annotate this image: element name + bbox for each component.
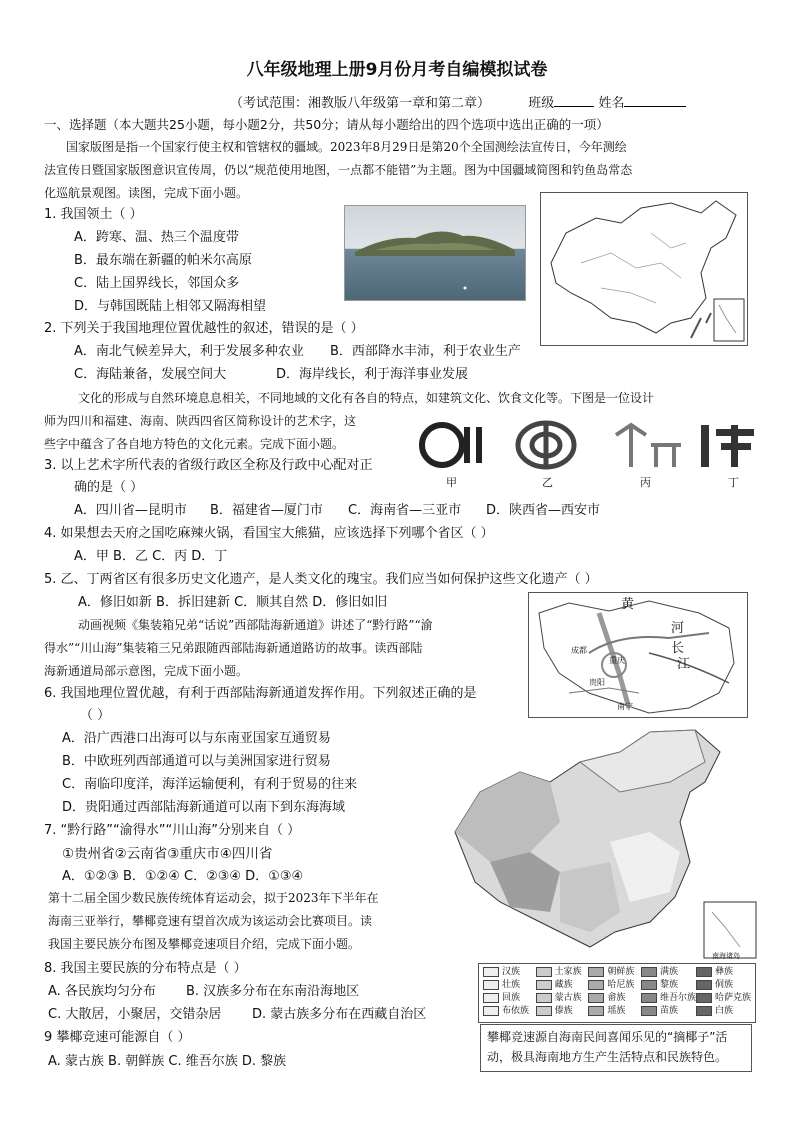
legend-item <box>483 992 536 1005</box>
legend-label: 布依族 <box>502 1006 530 1016</box>
legend-item <box>641 992 696 1005</box>
legend-label: 壮族 <box>502 980 521 990</box>
china-territory-map <box>540 192 748 346</box>
art-char-ding <box>701 425 754 467</box>
q2-option-b[interactable]: B．西部降水丰沛，利于农业生产 <box>330 344 521 359</box>
legend-item <box>483 966 536 979</box>
legend-item <box>536 979 589 992</box>
ethnic-legend <box>478 963 756 1023</box>
q1-stem: 1. 我国领土（ ） <box>44 207 143 222</box>
class-blank[interactable] <box>554 92 594 107</box>
section-heading: 一、选择题（本大题共25小题，每小题2分，共50分；请从每小题给出的四个选项中选出正确的一项） <box>44 117 609 132</box>
legend-label: 瑶族 <box>607 1006 626 1016</box>
intro2-line2: 师为四川和福建、海南、陕西四省区简称设计的艺术字，这 <box>44 414 357 428</box>
q8-option-d[interactable]: D. 蒙古族多分布在西藏自治区 <box>252 1007 427 1022</box>
q2-stem: 2. 下列关于我国地理位置优越性的叙述，错误的是（ ） <box>44 321 364 336</box>
legend-label: 哈萨克族 <box>714 993 751 1003</box>
legend-item <box>483 1005 536 1018</box>
intro4-line1: 第十二届全国少数民族传统体育运动会，拟于2023年下半年在 <box>48 891 379 905</box>
china-outline-svg <box>541 193 747 345</box>
q3-option-b[interactable]: B．福建省—厦门市 <box>210 503 323 518</box>
q2-option-d[interactable]: D．海岸线长，利于海洋事业发展 <box>276 367 469 382</box>
q4-stem: 4. 如果想去天府之国吃麻辣火锅，看国宝大熊猫，应该选择下列哪个省区（ ） <box>44 526 494 541</box>
q9-options[interactable]: A. 蒙古族 B. 朝鲜族 C. 维吾尔族 D. 黎族 <box>48 1054 287 1069</box>
legend-swatch <box>536 980 552 990</box>
legend-swatch <box>641 967 657 977</box>
q8-option-c[interactable]: C. 大散居，小聚居，交错杂居 <box>48 1007 222 1022</box>
q6-option-a[interactable]: A．沿广西港口出海可以与东南亚国家互通贸易 <box>62 731 331 746</box>
legend-label: 满族 <box>659 967 678 977</box>
name-label: 姓名 <box>598 96 625 111</box>
legend-swatch <box>483 967 499 977</box>
intro4-line2: 海南三亚举行，攀椰竞速有望首次成为该运动会比赛项目。读 <box>48 914 373 928</box>
legend-item <box>696 979 751 992</box>
art-label-ding: 丁 <box>728 476 739 489</box>
map2-label-chang: 长 <box>671 641 685 656</box>
legend-label: 苗族 <box>659 1006 678 1016</box>
art-char-yi <box>518 423 574 467</box>
legend-label: 白族 <box>714 1006 733 1016</box>
legend-item <box>536 1005 589 1018</box>
q7-stem: 7. “黔行路”“渝得水”“川山海”分别来自（ ） <box>44 823 301 838</box>
legend-label: 黎族 <box>659 980 678 990</box>
legend-item <box>641 1005 696 1018</box>
q1-option-a[interactable]: A．跨寒、温、热三个温度带 <box>74 230 239 245</box>
legend-swatch <box>641 993 657 1003</box>
legend-item <box>483 979 536 992</box>
q6-option-b[interactable]: B．中欧班列西部通道可以与美洲国家进行贸易 <box>62 754 331 769</box>
q3-option-c[interactable]: C．海南省—三亚市 <box>348 503 462 518</box>
intro2-line3: 些字中蕴含了各自地方特色的文化元素。完成下面小题。 <box>44 437 345 451</box>
intro3-line1: 动画视频《集装箱兄弟“话说”西部陆海新通道》讲述了“黔行路”“渝 <box>78 618 433 632</box>
legend-label: 藏族 <box>554 980 573 990</box>
legend-swatch <box>588 967 604 977</box>
legend-swatch <box>483 993 499 1003</box>
intro1-line3: 化巡航景观图。读图，完成下面小题。 <box>44 186 249 200</box>
art-characters <box>416 415 761 490</box>
legend-item <box>588 966 641 979</box>
legend-swatch <box>696 967 712 977</box>
intro4-line3: 我国主要民族分布图及攀椰竞速项目介绍，完成下面小题。 <box>48 937 361 951</box>
q3-option-a[interactable]: A．四川省—昆明市 <box>74 503 187 518</box>
legend-label: 傣族 <box>554 1006 573 1016</box>
legend-swatch <box>641 980 657 990</box>
legend-item <box>696 1005 751 1018</box>
map2-label-nanning: 南宁 <box>617 702 633 711</box>
legend-swatch <box>696 1006 712 1016</box>
q3-option-d[interactable]: D．陕西省—西安市 <box>486 503 601 518</box>
ethnic-distribution-map <box>450 722 760 960</box>
map2-label-he: 河 <box>671 621 685 636</box>
q6-stem-line2: （ ） <box>80 708 111 723</box>
q8-stem: 8. 我国主要民族的分布特点是（ ） <box>44 961 247 976</box>
legend-swatch <box>483 980 499 990</box>
map2-label-huang: 黄 <box>621 597 635 612</box>
intro1-line2: 法宣传日暨国家版图意识宣传周，仍以“规范使用地图，一点都不能错”为主题。图为中国疆域简图和钓鱼岛常态 <box>44 163 633 177</box>
exam-scope <box>230 92 686 114</box>
legend-label: 侗族 <box>714 980 733 990</box>
q9-stem: 9 攀椰竞速可能源自（ ） <box>44 1030 191 1045</box>
q6-stem-line1: 6. 我国地理位置优越，有利于西部陆海新通道发挥作用。下列叙述正确的是 <box>44 686 477 701</box>
legend-swatch <box>536 993 552 1003</box>
legend-label: 土家族 <box>554 967 582 977</box>
island-illustration <box>345 206 525 300</box>
legend-label: 朝鲜族 <box>607 967 635 977</box>
q6-option-c[interactable]: C．南临印度洋，海洋运输便利，有利于贸易的往来 <box>62 777 358 792</box>
legend-label: 哈尼族 <box>607 980 635 990</box>
page-title: 八年级地理上册9月份月考自编模拟试卷 <box>246 60 548 80</box>
q5-stem: 5. 乙、丁两省区有很多历史文化遗产，是人类文化的瑰宝。我们应当如何保护这些文化遗产（ ） <box>44 572 598 587</box>
ethnic-map-svg <box>450 722 760 960</box>
western-corridor-map <box>528 592 748 718</box>
legend-item <box>696 966 751 979</box>
intro3-line3: 海新通道局部示意图，完成下面小题。 <box>44 664 249 678</box>
legend-swatch <box>588 980 604 990</box>
q3-stem-line2: 确的是（ ） <box>74 480 144 495</box>
legend-item <box>588 1005 641 1018</box>
intro3-line2: 得水”“川山海”集装箱三兄弟跟随西部陆海新通道路访的故事。读西部陆 <box>44 641 423 655</box>
legend-grid <box>479 964 755 1020</box>
q4-options[interactable]: A．甲 B．乙 C．丙 D．丁 <box>74 549 228 564</box>
legend-label: 畲族 <box>607 993 626 1003</box>
q2-option-a[interactable]: A．南北气候差异大，利于发展多种农业 <box>74 344 304 359</box>
legend-item <box>641 966 696 979</box>
q1-option-b[interactable]: B．最东端在新疆的帕米尔高原 <box>74 253 252 268</box>
climbing-note: 攀椰竞速源自海南民间喜闻乐见的“摘椰子”活动，极具海南地方生产生活特点和民族特色。 <box>480 1024 752 1072</box>
q8-option-b[interactable]: B. 汉族多分布在东南沿海地区 <box>186 984 360 999</box>
map2-label-jiang: 江 <box>677 657 691 672</box>
legend-label: 维吾尔族 <box>659 993 696 1003</box>
art-label-yi: 乙 <box>542 476 553 489</box>
legend-item <box>641 979 696 992</box>
map2-label-chongqing: 重庆 <box>609 656 625 665</box>
q7-items: ①贵州省②云南省③重庆市④四川省 <box>62 846 273 862</box>
art-char-bing <box>616 425 681 467</box>
legend-item <box>588 979 641 992</box>
q8-option-a[interactable]: A. 各民族均匀分布 <box>48 984 156 999</box>
name-blank[interactable] <box>624 92 686 107</box>
legend-item <box>588 992 641 1005</box>
diaoyu-island-photo <box>344 205 526 301</box>
legend-label: 回族 <box>502 993 521 1003</box>
legend-swatch <box>641 1006 657 1016</box>
legend-swatch <box>696 980 712 990</box>
q7-options[interactable]: A．①②③ B．①②④ C．②③④ D．①③④ <box>62 869 304 884</box>
art-char-jia <box>422 425 482 465</box>
q1-option-d[interactable]: D．与韩国既陆上相邻又隔海相望 <box>74 299 267 314</box>
legend-swatch <box>588 1006 604 1016</box>
legend-swatch <box>536 967 552 977</box>
legend-label: 彝族 <box>714 967 733 977</box>
intro1-line1: 国家版图是指一个国家行使主权和管辖权的疆域。2023年8月29日是第20个全国测绘法宣传日，今年测绘 <box>66 140 627 154</box>
q1-option-c[interactable]: C．陆上国界线长，邻国众多 <box>74 276 240 291</box>
q5-options[interactable]: A．修旧如新 B．拆旧建新 C．顺其自然 D．修旧如旧 <box>78 595 388 610</box>
map2-label-guiyang: 贵阳 <box>589 678 605 687</box>
legend-swatch <box>696 993 712 1003</box>
legend-item <box>696 992 751 1005</box>
q2-option-c[interactable]: C．海陆兼备，发展空间大 <box>74 367 227 382</box>
legend-item <box>536 966 589 979</box>
map3-inset-label: 南海诸岛 <box>712 952 740 960</box>
class-label: 班级 <box>528 96 555 111</box>
legend-swatch <box>483 1006 499 1016</box>
legend-label: 蒙古族 <box>554 993 582 1003</box>
map2-label-chengdu: 成都 <box>571 646 587 655</box>
legend-swatch <box>536 1006 552 1016</box>
scope-text: （考试范围：湘教版八年级第一章和第二章） <box>230 96 491 111</box>
q6-option-d[interactable]: D．贵阳通过西部陆海新通道可以南下到东海海域 <box>62 800 346 815</box>
corridor-svg <box>529 593 747 717</box>
intro2-line1: 文化的形成与自然环境息息相关，不同地域的文化有各自的特点，如建筑文化、饮食文化等。下图是一位设计 <box>78 391 655 405</box>
legend-swatch <box>588 993 604 1003</box>
art-label-bing: 丙 <box>640 476 651 489</box>
art-label-jia: 甲 <box>446 476 457 489</box>
legend-item <box>536 992 589 1005</box>
art-characters-svg <box>416 415 761 473</box>
legend-label: 汉族 <box>502 967 521 977</box>
q3-stem-line1: 3. 以上艺术字所代表的省级行政区全称及行政中心配对正 <box>44 458 373 473</box>
